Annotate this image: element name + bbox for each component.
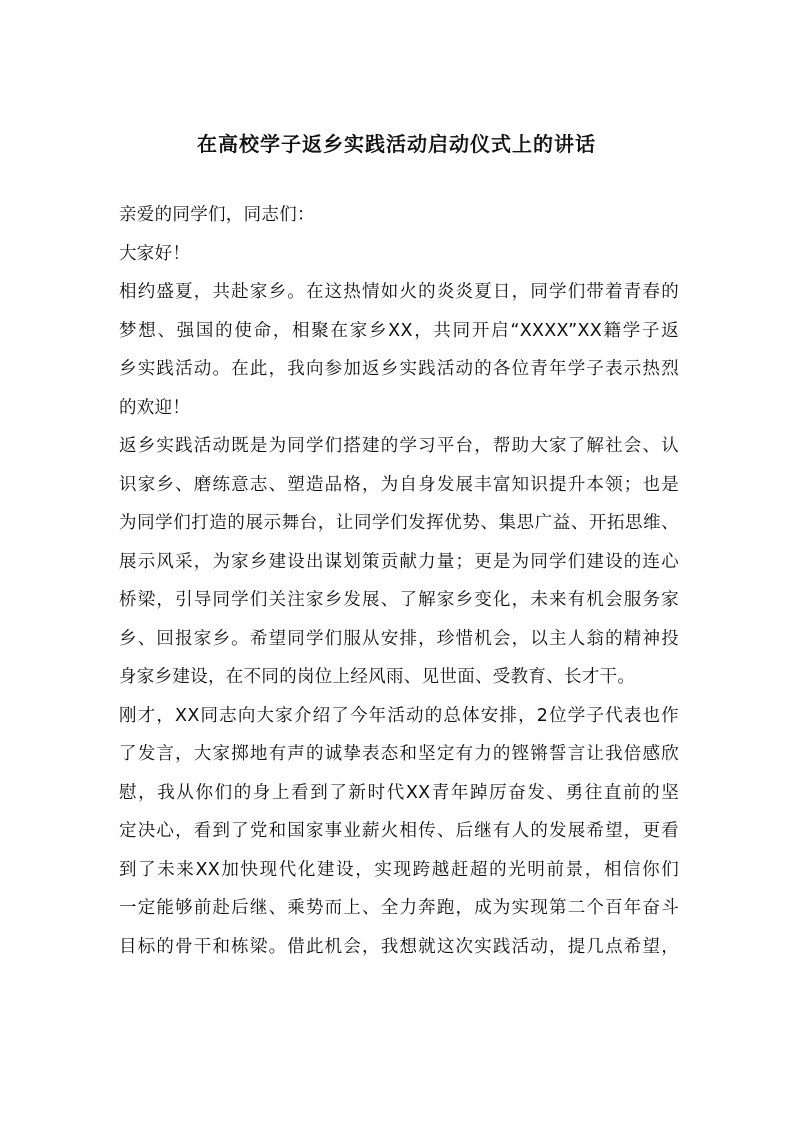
text-line: 桥梁，引导同学们关注家乡发展、了解家乡变化，未来有机会服务家 bbox=[119, 590, 679, 610]
text-line: 定决心，看到了党和国家事业薪火相传、后继有人的发展希望，更看 bbox=[119, 821, 679, 841]
text-line: 为同学们打造的展示舞台，让同学们发挥优势、集思广益、开拓思维、 bbox=[119, 513, 679, 533]
reflection-paragraph bbox=[119, 697, 679, 967]
text-line: 刚才，XX同志向大家介绍了今年活动的总体安排，2位学子代表也作 bbox=[119, 705, 679, 726]
text-line: 识家乡、磨练意志、塑造品格，为自身发展丰富知识提升本领；也是 bbox=[119, 474, 679, 495]
text-line: 相约盛夏，共赴家乡。在这热情如火的炎炎夏日，同学们带着青春的 bbox=[119, 282, 679, 302]
text-line: 乡、回报家乡。希望同学们服从安排，珍惜机会，以主人翁的精神投 bbox=[119, 628, 679, 649]
text-line: 慰，我从你们的身上看到了新时代XX青年踔厉奋发、勇往直前的坚 bbox=[119, 782, 679, 803]
text-line: 了发言，大家掷地有声的诚挚表态和坚定有力的铿锵誓言让我倍感欣 bbox=[119, 744, 679, 764]
welcome-paragraph bbox=[119, 273, 679, 427]
text-line: 展示风采，为家乡建设出谋划策贡献力量；更是为同学们建设的连心 bbox=[119, 551, 679, 572]
text-line: 梦想、强国的使命，相聚在家乡XX，共同开启“XXXX”XX籍学子返 bbox=[119, 320, 679, 341]
text-line: 一定能够前赴后继、乘势而上、全力奔跑，成为实现第二个百年奋斗 bbox=[119, 898, 679, 918]
text-line: 亲爱的同学们，同志们： bbox=[119, 205, 315, 225]
text-line: 乡实践活动。在此，我向参加返乡实践活动的各位青年学子表示热烈 bbox=[119, 359, 679, 379]
greeting-paragraph bbox=[119, 235, 679, 274]
document-body bbox=[119, 196, 679, 966]
text-line: 返乡实践活动既是为同学们搭建的学习平台，帮助大家了解社会、认 bbox=[119, 436, 679, 456]
activity-purpose-paragraph bbox=[119, 427, 679, 697]
text-line: 身家乡建设，在不同的岗位上经风雨、见世面、受教育、长才干。 bbox=[119, 667, 636, 687]
document-title: 在高校学子返乡实践活动启动仪式上的讲话 bbox=[197, 132, 596, 156]
text-line: 的欢迎！ bbox=[119, 397, 191, 418]
text-line: 到了未来XX加快现代化建设，实现跨越赶超的光明前景，相信你们 bbox=[119, 859, 679, 880]
salutation-paragraph bbox=[119, 196, 679, 235]
text-line: 大家好！ bbox=[119, 243, 191, 264]
text-line: 目标的骨干和栋梁。借此机会，我想就这次实践活动，提几点希望， bbox=[119, 936, 679, 957]
